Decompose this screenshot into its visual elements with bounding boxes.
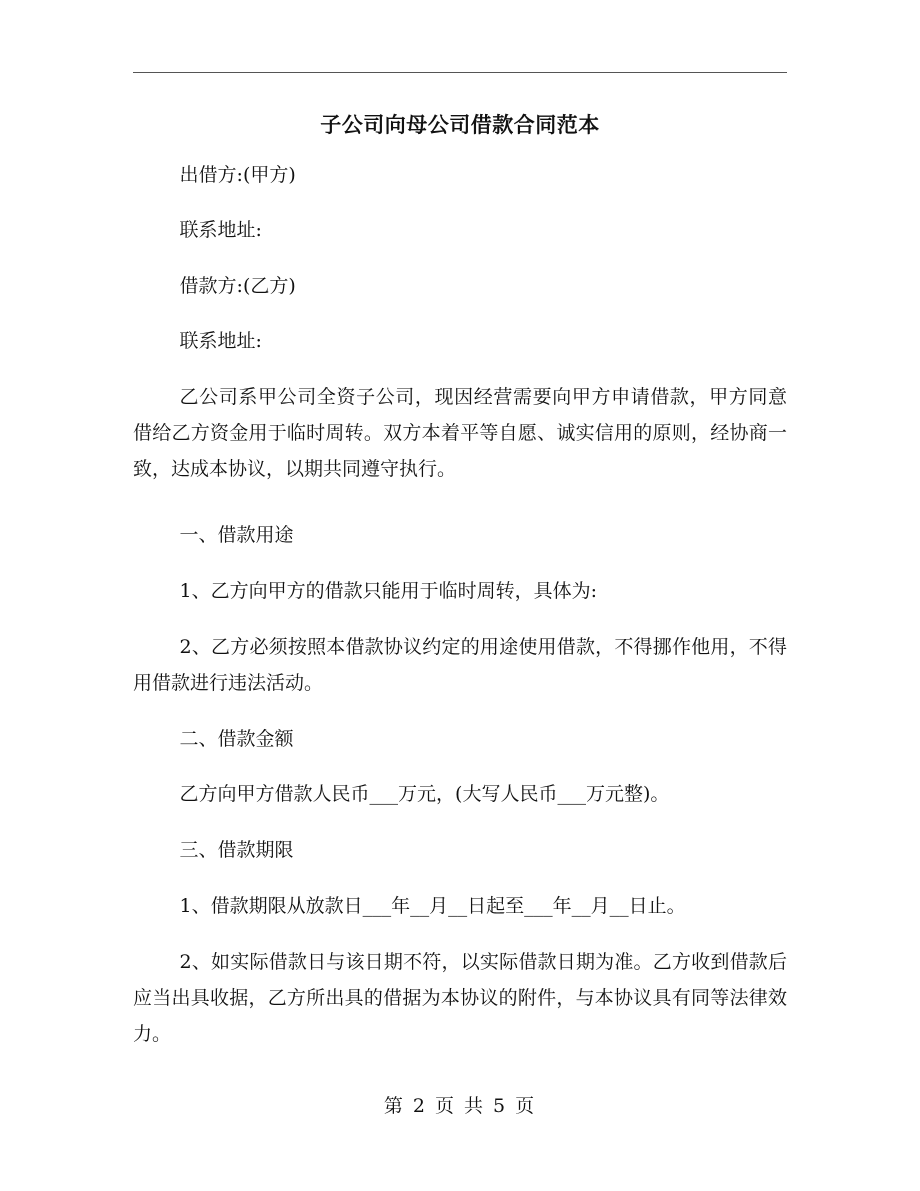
section-heading-purpose: 一、借款用途 [179, 524, 294, 546]
preamble-paragraph: 乙公司系甲公司全资子公司，现因经营需要向甲方申请借款，甲方同意借给乙方资金用于临时周转。双方本着平等自愿、诚实信用的原则，经协商一致，达成本协议，以期共同遵守执行。 [133, 386, 787, 480]
document-title: 子公司向母公司借款合同范本 [320, 112, 600, 137]
borrower-address-line: 联系地址: [179, 330, 262, 352]
purpose-clause-2: 2、乙方必须按照本借款协议约定的用途使用借款，不得挪作他用，不得用借款进行违法活动。 [133, 636, 787, 694]
lender-address-line: 联系地址: [179, 219, 262, 241]
section-heading-amount: 二、借款金额 [179, 728, 294, 750]
purpose-clause-1: 1、乙方向甲方的借款只能用于临时周转，具体为: [179, 580, 598, 602]
header-rule [133, 72, 787, 73]
term-clause-2: 2、如实际借款日与该日期不符，以实际借款日期为准。乙方收到借款后应当出具收据，乙方所出具的借据为本协议的附件，与本协议具有同等法律效力。 [133, 951, 787, 1045]
borrower-line: 借款方:(乙方) [179, 275, 296, 297]
term-clause-1: 1、借款期限从放款日___年__月__日起至___年__月__日止。 [179, 895, 686, 917]
page-number-footer: 第 2 页 共 5 页 [383, 1095, 537, 1117]
section-heading-term: 三、借款期限 [179, 839, 294, 861]
amount-clause: 乙方向甲方借款人民币___万元，(大写人民币___万元整)。 [179, 783, 670, 805]
lender-line: 出借方:(甲方) [179, 164, 296, 186]
